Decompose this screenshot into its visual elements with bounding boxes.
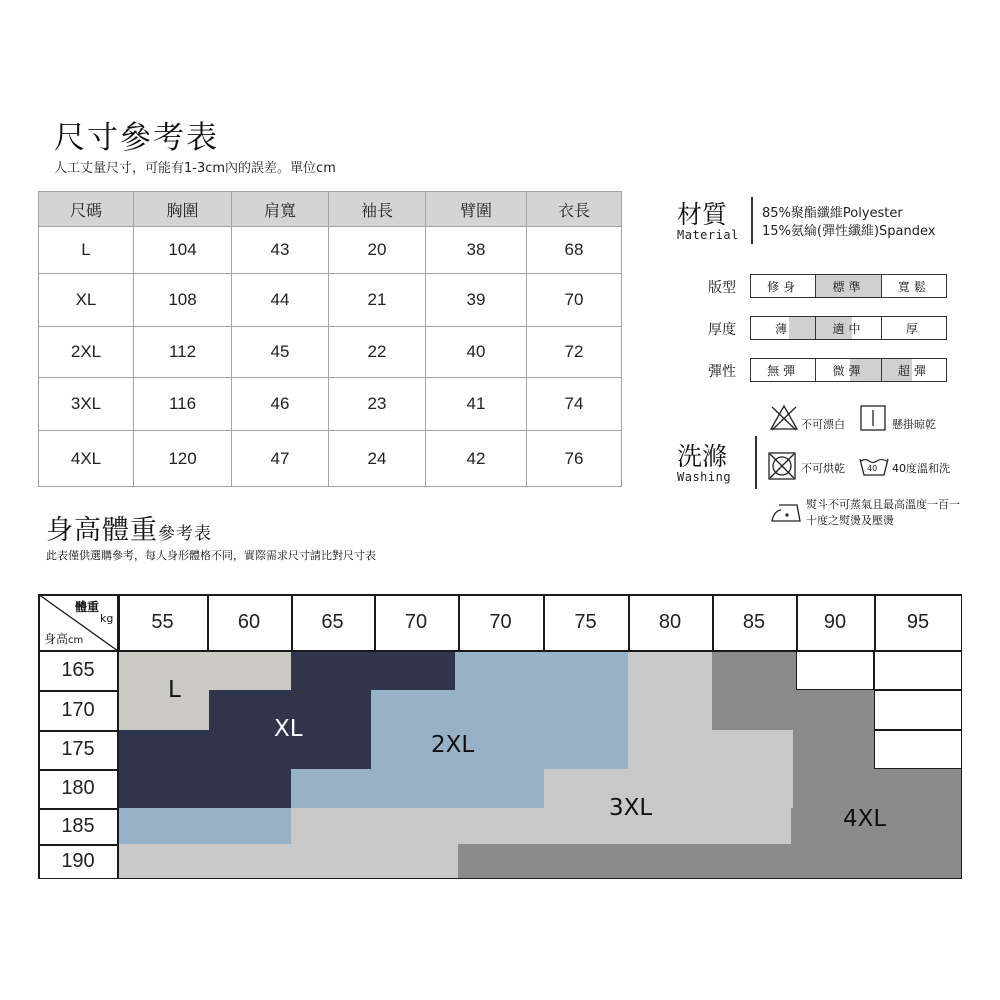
table-cell: 72 (527, 327, 622, 378)
elasticity-option: 超彈 (882, 359, 946, 381)
table-row (39, 227, 622, 274)
grid-line (543, 594, 545, 651)
table-cell: 68 (527, 227, 622, 274)
grid-line (38, 730, 118, 732)
zone-block (291, 769, 544, 808)
table-cell: 21 (329, 274, 426, 327)
table-cell: 74 (527, 378, 622, 431)
zone-label-2xl: 2XL (431, 732, 475, 758)
zone-block (291, 651, 455, 690)
height-label: 180 (61, 777, 95, 799)
height-label: 175 (61, 738, 95, 760)
grid-line (291, 594, 293, 651)
elasticity-scale (750, 358, 947, 382)
elasticity-label: 彈性 (708, 364, 736, 380)
fit-scale (750, 274, 947, 298)
table-row (39, 327, 622, 378)
size-table-header (39, 192, 622, 227)
zone-block (371, 730, 628, 769)
zone-block (455, 651, 628, 690)
washing-title: 洗滌 (677, 442, 728, 471)
table-cell: XL (39, 274, 134, 327)
height-label: 185 (61, 814, 95, 837)
grid-line (38, 808, 118, 810)
grid-line (874, 594, 876, 651)
thickness-scale (750, 316, 947, 340)
weight-header: 75 (574, 611, 597, 633)
table-cell: 2XL (39, 327, 134, 378)
table-cell: 43 (232, 227, 329, 274)
thickness-option-selected: 適中 (816, 317, 881, 339)
col-header: 袖長 (329, 192, 426, 227)
zone-block (793, 769, 962, 808)
weight-header: 85 (742, 611, 766, 633)
table-cell: 39 (426, 274, 527, 327)
table-cell: 116 (134, 378, 232, 431)
table-cell: 47 (232, 431, 329, 487)
zone-block (118, 769, 291, 808)
zone-label-4xl: 4XL (843, 806, 887, 832)
grid-line (117, 594, 119, 879)
body-weight-grid (38, 594, 962, 879)
height-label: 165 (61, 659, 95, 681)
no-bleach-icon (769, 404, 799, 432)
table-cell: 24 (329, 431, 426, 487)
grid-line (38, 844, 118, 846)
table-row (39, 378, 622, 431)
elasticity-option-selected: 微彈 (816, 359, 881, 381)
zone-block (118, 730, 371, 769)
wash-temp-text: 40度溫和洗 (892, 462, 950, 475)
grid-line (712, 594, 714, 651)
washing-subtitle: Washing (677, 470, 732, 484)
col-header: 臂圍 (426, 192, 527, 227)
grid-line (38, 769, 118, 771)
grid-line (38, 594, 40, 879)
table-cell: 120 (134, 431, 232, 487)
grid-line (961, 594, 963, 879)
size-table (38, 191, 622, 487)
table-cell: 38 (426, 227, 527, 274)
grid-line (628, 594, 630, 651)
grid-line (38, 690, 118, 692)
corner-height-label: 身高cm (44, 632, 84, 646)
iron-text-line1: 熨斗不可蒸氣且最高溫度一百一 (806, 498, 960, 511)
weight-header: 80 (658, 611, 682, 633)
wash-40-icon (858, 455, 890, 477)
no-tumble-dry-text: 不可烘乾 (801, 462, 845, 475)
weight-header: 90 (823, 611, 847, 633)
zone-block (291, 808, 791, 844)
table-cell: 42 (426, 431, 527, 487)
table-cell: 112 (134, 327, 232, 378)
material-subtitle: Material (677, 228, 739, 242)
table-cell: 3XL (39, 378, 134, 431)
table-cell: 22 (329, 327, 426, 378)
body-weight-title: 身高體重參考表 (46, 515, 212, 546)
height-label: 170 (61, 698, 95, 721)
table-cell: 70 (527, 274, 622, 327)
grid-line (38, 878, 962, 880)
weight-header: 70 (489, 611, 512, 633)
zone-block (118, 690, 209, 730)
no-tumble-dry-icon (768, 452, 796, 480)
wash-temp-value: 40 (867, 464, 878, 473)
table-row (39, 274, 622, 327)
weight-header: 60 (237, 611, 261, 633)
zone-label-3xl: 3XL (609, 795, 653, 821)
col-header: 胸圍 (134, 192, 232, 227)
table-cell: 4XL (39, 431, 134, 487)
grid-line (38, 594, 962, 596)
empty-cell (874, 730, 962, 769)
grid-line (374, 594, 376, 651)
table-cell: L (39, 227, 134, 274)
thickness-label: 厚度 (708, 322, 736, 338)
table-cell: 108 (134, 274, 232, 327)
iron-icon (769, 499, 803, 525)
grid-line (207, 594, 209, 651)
col-header: 衣長 (527, 192, 622, 227)
material-title: 材質 (677, 200, 728, 229)
zone-block (371, 690, 628, 730)
material-divider (751, 197, 753, 244)
no-bleach-text: 不可漂白 (801, 418, 845, 431)
weight-header: 70 (404, 611, 428, 633)
table-cell: 45 (232, 327, 329, 378)
fit-option-selected: 標準 (816, 275, 881, 297)
grid-line (38, 650, 962, 652)
grid-line (796, 594, 798, 651)
fit-option: 寬鬆 (897, 279, 930, 294)
table-cell: 20 (329, 227, 426, 274)
corner-weight-label: 體重 (75, 600, 100, 614)
empty-cell (796, 651, 874, 690)
material-line: 85%聚酯纖維Polyester (762, 206, 903, 221)
empty-cell (874, 651, 962, 690)
page-title: 尺寸參考表 (54, 120, 219, 156)
table-cell: 46 (232, 378, 329, 431)
fit-option: 修身 (751, 275, 816, 297)
table-cell: 104 (134, 227, 232, 274)
fit-label: 版型 (708, 280, 736, 296)
table-cell: 76 (527, 431, 622, 487)
table-cell: 40 (426, 327, 527, 378)
zone-label-l: L (168, 677, 181, 703)
weight-header: 65 (321, 611, 344, 633)
zone-block (712, 690, 874, 730)
table-cell: 41 (426, 378, 527, 431)
zone-block (628, 730, 793, 769)
zone-block (628, 690, 712, 730)
thickness-option: 厚 (905, 321, 922, 336)
iron-text-line2: 十度之熨燙及壓燙 (806, 514, 894, 527)
table-row (39, 431, 622, 487)
table-cell: 23 (329, 378, 426, 431)
zone-block (118, 808, 291, 844)
empty-cell (874, 690, 962, 730)
table-cell: 44 (232, 274, 329, 327)
col-header: 尺碼 (39, 192, 134, 227)
zone-block (628, 651, 712, 690)
weight-header: 55 (151, 611, 174, 633)
thickness-option: 薄 (751, 317, 816, 339)
zone-block (118, 844, 458, 879)
hang-dry-icon (860, 405, 886, 431)
zone-label-xl: XL (274, 716, 303, 742)
zone-block (118, 651, 291, 690)
height-label: 190 (61, 850, 95, 872)
elasticity-option: 無彈 (751, 359, 816, 381)
page-subtitle: 人工丈量尺寸，可能有1-3cm內的誤差。單位cm (54, 161, 336, 176)
washing-divider (755, 436, 757, 489)
zone-block (712, 651, 796, 690)
col-header: 肩寬 (232, 192, 329, 227)
zone-block (458, 844, 962, 879)
corner-weight-unit: kg (100, 612, 114, 625)
weight-header: 95 (906, 611, 930, 633)
hang-dry-text: 懸掛晾乾 (892, 418, 936, 431)
grid-line (458, 594, 460, 651)
zone-block (544, 769, 793, 808)
material-line: 15%氨綸(彈性纖維)Spandex (762, 224, 936, 239)
body-weight-subtitle: 此表僅供選購參考，每人身形體格不同，實際需求尺寸請比對尺寸表 (46, 549, 376, 562)
